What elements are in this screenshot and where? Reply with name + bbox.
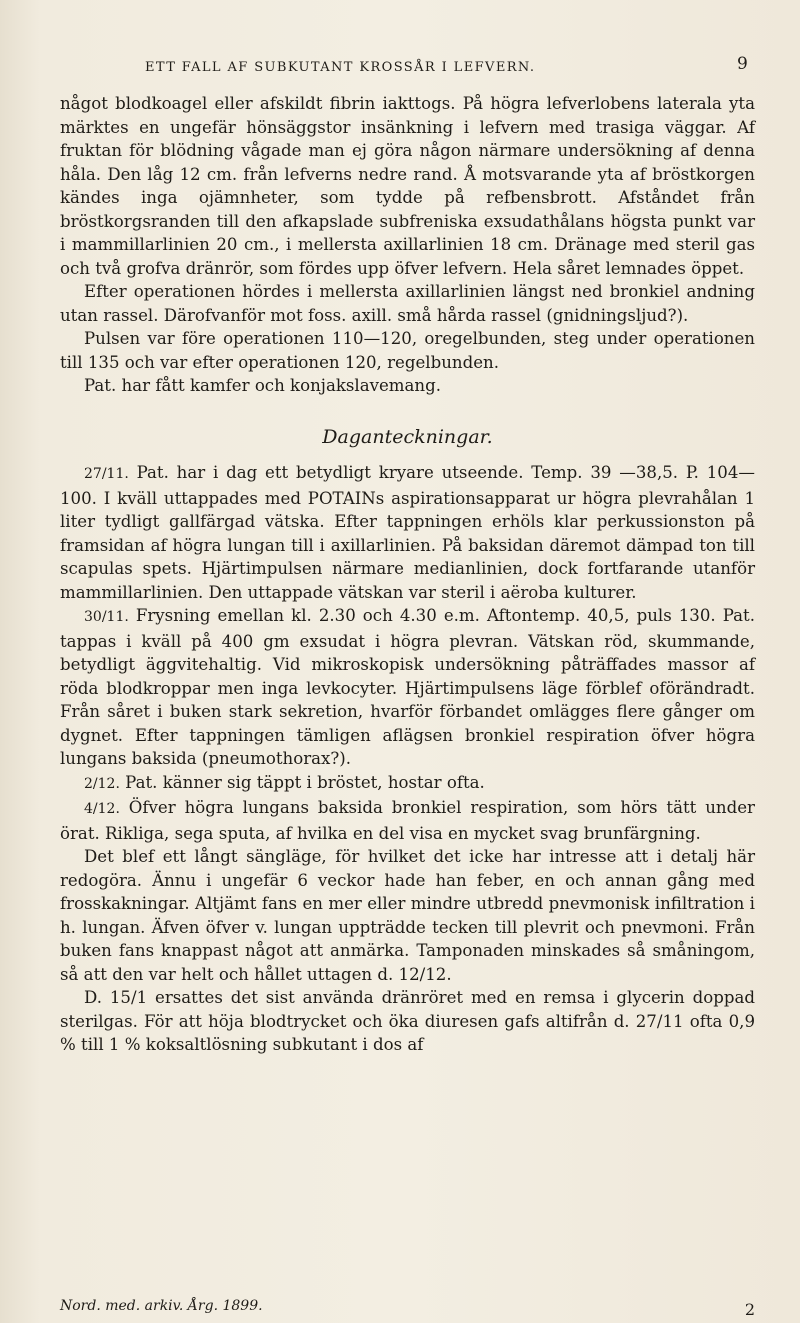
paragraph: Pat. har fått kamfer och konjakslavemang.	[84, 376, 442, 395]
paragraph: Efter operationen hördes i mellersta axillarlinien längst ned bronkiel andning utan rassel. Därofvanför mot foss. axill. små hårda rassel (gnidningsljud?).	[60, 282, 755, 325]
entry-date: 27/11.	[84, 466, 129, 482]
entry-date: 2/12.	[84, 775, 120, 792]
paragraph: Pulsen var före operationen 110—120, oregelbunden, steg under operationen till 135 och var efter operationen 120, regelbunden.	[60, 329, 755, 372]
entry-text: Pat. känner sig täppt i bröstet, hostar ofta.	[119, 772, 485, 792]
entry-text: Frysning emellan kl. 2.30 och 4.30 e.m. Aftontemp. 40,5, puls 130. Pat. tappas i kväll på 400 gm exsudat i högra plevran. Vätskan röd, skummande, betydligt äggvitehaltig. Vid mikroskopisk undersökning påträffades massor af röda blodkroppar men inga levkocyter. Hjärtimpulsens läge förblef oförändradt. Från såret i buken stark sekretion, hvarför förbandet omlägges flere gånger om dygnet. Efter tappningen tämligen aflägsen bronkiel respiration öfver högra lungans baksida (pneumothorax?).	[60, 606, 755, 768]
paragraph: något blodkoagel eller afskildt fibrin iakttogs. På högra lefverlobens laterala yta märktes en ungefär hönsäggstor insänkning i lefvern med trasiga väggar. Af fruktan för blödning vågade man ej göra någon närmare undersökning af denna håla. Den låg 12 cm. från lefverns nedre rand. Å motsvarande yta af bröstkorgen kändes inga ojämnheter, som tydde på refbensbrott. Afståndet från bröstkorgsranden till den afkapslade subfreniska exsudathålans högsta punkt var i mammillarlinien 20 cm., i mellersta axillarlinien 18 cm. Dränage med steril gas och två grofva dränrör, som fördes upp öfver lefvern. Hela såret lemnades öppet.	[60, 94, 755, 278]
running-head: ETT FALL AF SUBKUTANT KROSSÅR I LEFVERN.	[145, 60, 536, 75]
signature-mark: 2	[744, 1300, 755, 1319]
diary-entry	[60, 771, 755, 797]
page-number: 9	[737, 54, 748, 74]
entry-date: 30/11.	[84, 609, 129, 625]
entry-text: Pat. har i dag ett betydligt kryare utseende. Temp. 39 —38,5. P. 104—100. I kväll uttappades med POTAINs aspirationsapparat ur högra plevrahålan 1 liter tydligt gallfärgad vätska. Efter tappningen erhöls klar perkussionston på framsidan af högra lungan till i axillarlinien. På baksidan däremot dämpad ton till scapulas spets. Hjärtimpulsen närmare medianlinien, dock fortfarande utanför mammillarlinien. Den uttappade vätskan var steril i aëroba kulturer.	[60, 463, 755, 602]
entry-text: Öfver högra lungans baksida bronkiel respiration, som hörs tätt under örat. Rikliga, sega sputa, af hvilka en del visa en mycket svag brunfärgning.	[60, 798, 755, 843]
body-text	[60, 92, 755, 1057]
page-footer	[60, 1298, 755, 1320]
paragraph: Det blef ett långt sängläge, för hvilket det icke har intresse att i detalj här redogöra. Ännu i ungefär 6 veckor hade han feber, en och annan gång med frosskakningar. Altjämt fans en mer eller mindre utbredd pnevmonisk infiltration i h. lungan. Äfven öfver v. lungan uppträdde tecken till plevrit och pnevmoni. Från buken fans knappast något att anmärka. Tamponaden minskades så småningom, så att den var helt och hållet uttagen d. 12/12.	[60, 847, 755, 984]
paragraph: D. 15/1 ersattes det sist använda dränröret med en remsa i glycerin doppad sterilgas. För att höja blodtrycket och öka diuresen gafs altifrån d. 27/11 ofta 0,9 % till 1 % koksaltlösning subkutant i dos af	[60, 988, 755, 1054]
journal-source: Nord. med. arkiv. Årg. 1899.	[60, 1298, 263, 1314]
page-header	[0, 54, 800, 82]
diary-entry	[60, 796, 755, 845]
entry-date: 4/12.	[84, 801, 120, 817]
diary-entry	[60, 604, 755, 771]
diary-entry	[60, 461, 755, 604]
section-heading: Daganteckningar.	[322, 425, 493, 448]
